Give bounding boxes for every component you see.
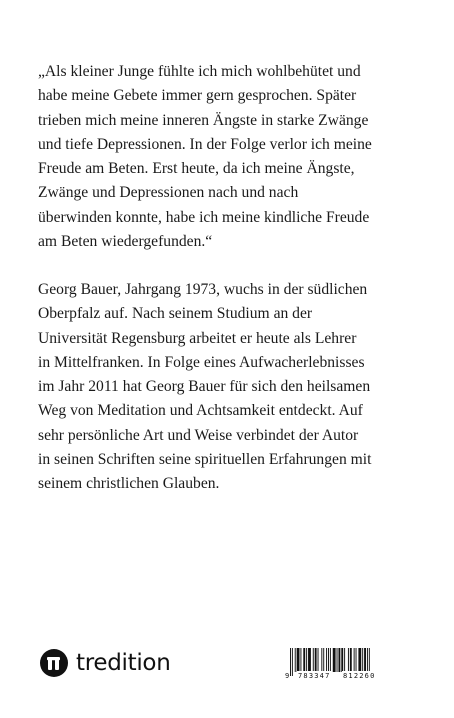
- barcode-right-digits: 812260: [343, 672, 376, 680]
- barcode-bar: [297, 648, 300, 672]
- bio-line: im Jahr 2011 hat Georg Bauer für sich den heilsamen: [38, 378, 371, 396]
- bio-line: Oberpfalz auf. Nach seinem Studium an der: [38, 305, 313, 323]
- barcode-bar: [318, 648, 319, 672]
- bio-line: Universität Regensburg arbeitet er heute als Lehrer: [38, 329, 357, 347]
- barcode-bar: [323, 648, 324, 672]
- barcode-bar: [306, 648, 307, 672]
- barcode-bar: [338, 648, 340, 672]
- barcode-bar: [333, 648, 336, 672]
- barcode-left-digits: 783347: [298, 672, 331, 680]
- barcode-bar: [358, 648, 361, 672]
- barcode-bar: [344, 648, 345, 672]
- barcode-bar: [350, 648, 352, 672]
- barcode-bar: [364, 648, 366, 672]
- barcode-bar: [315, 648, 317, 672]
- bio-line: seinem christlichen Glauben.: [38, 475, 220, 493]
- bio-line: sehr persönliche Art und Weise verbindet der Autor: [38, 426, 359, 444]
- barcode-bar: [337, 648, 338, 672]
- quote-line: überwinden konnte, habe ich meine kindliche Freude: [38, 208, 370, 226]
- quote-line: „Als kleiner Junge fühlte ich mich wohlbehütet und: [38, 63, 361, 80]
- barcode-bar: [362, 648, 363, 672]
- publisher-name: tredition: [76, 650, 171, 676]
- barcode-bar: [321, 648, 322, 672]
- quote-line: am Beten wiedergefunden.“: [38, 233, 213, 251]
- quote-line: Freude am Beten. Erst heute, da ich meine Ängste,: [38, 160, 355, 178]
- quote-line: Zwänge und Depressionen nach und nach: [38, 184, 299, 202]
- barcode-bar: [348, 648, 349, 672]
- barcode-bar: [354, 648, 355, 672]
- author-bio: [38, 278, 422, 497]
- quote-line: und tiefe Depressionen. In der Folge verlor ich meine: [38, 135, 372, 153]
- barcode-bar: [356, 648, 357, 672]
- isbn-barcode: [286, 648, 386, 682]
- barcode-lead-digit: 9: [285, 672, 290, 680]
- bio-line: Weg von Meditation und Achtsamkeit entdeckt. Auf: [38, 402, 363, 420]
- barcode-bar: [303, 648, 305, 672]
- barcode-bar: [300, 648, 301, 672]
- barcode-bar: [313, 648, 314, 672]
- barcode-bar: [326, 648, 327, 672]
- quote-line: trieben mich meine inneren Ängste in starke Zwänge: [38, 111, 369, 129]
- tredition-logo-icon: [40, 649, 68, 677]
- publisher-logo: [40, 648, 170, 678]
- author-quote: [38, 60, 422, 254]
- barcode-bar: [341, 648, 343, 672]
- bio-line: in seinen Schriften seine spirituellen Erfahrungen mit: [38, 451, 372, 469]
- bio-line: Georg Bauer, Jahrgang 1973, wuchs in der südlichen: [38, 281, 368, 298]
- quote-line: habe meine Gebete immer gern gesprochen. Später: [38, 87, 357, 105]
- barcode-bar: [295, 648, 296, 672]
- barcode-bar: [308, 648, 311, 672]
- barcode-digits: [286, 671, 386, 682]
- bio-line: in Mittelfranken. In Folge eines Aufwacherlebnisses: [38, 353, 365, 371]
